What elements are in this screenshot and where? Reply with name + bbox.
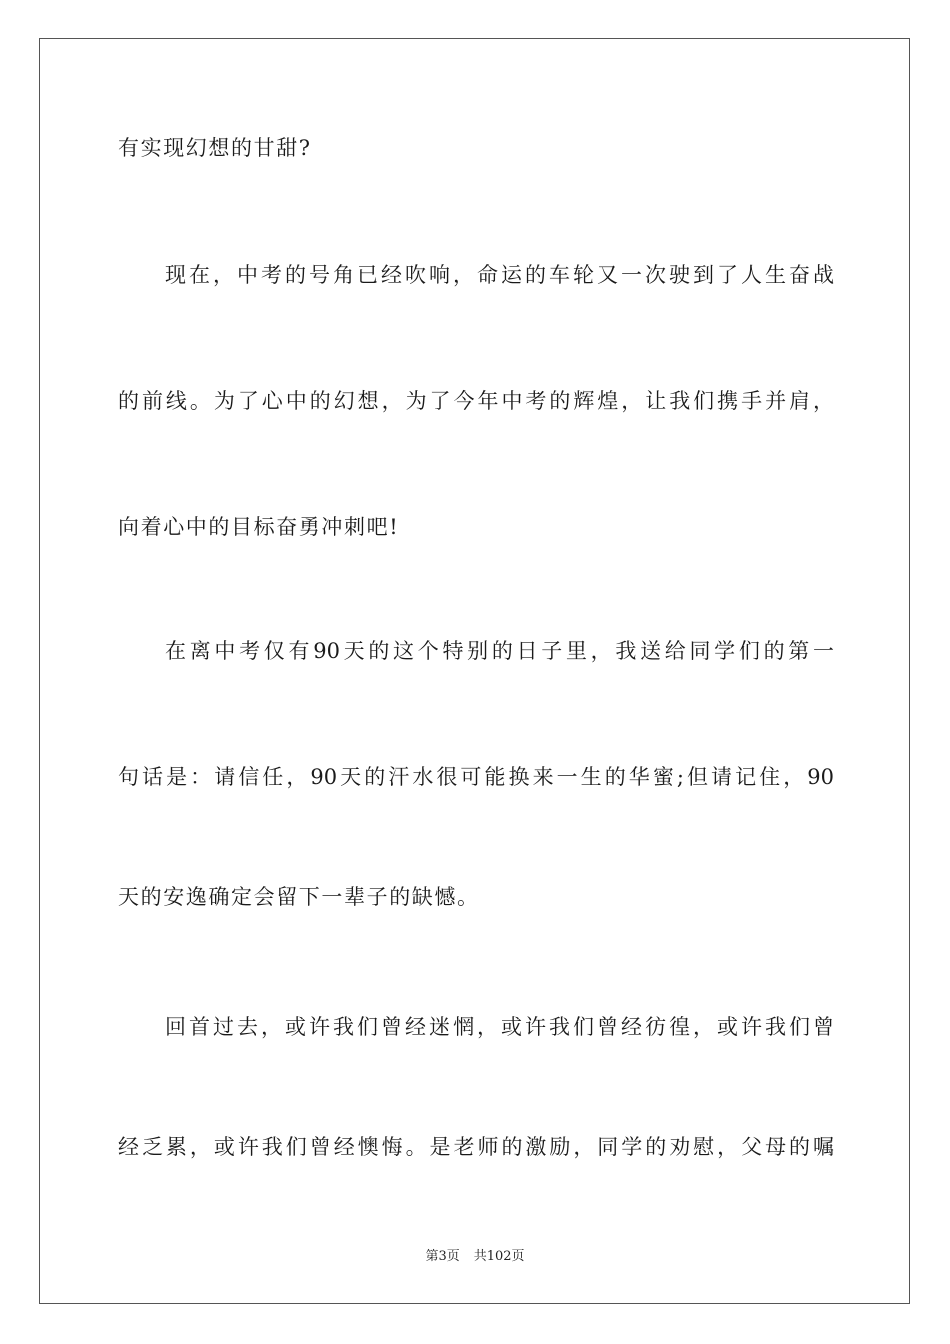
- page-footer: [0, 1248, 950, 1266]
- page-number: 第3页: [425, 1249, 460, 1264]
- text-line: 天的安逸确定会留下一辈子的缺憾。: [118, 885, 480, 909]
- text-line: 回首过去，或许我们曾经迷惘，或许我们曾经彷徨，或许我们曾: [165, 1015, 834, 1039]
- text-line: 向着心中的目标奋勇冲刺吧!: [118, 515, 400, 539]
- text-line: 的前线。为了心中的幻想，为了今年中考的辉煌，让我们携手并肩，: [118, 389, 834, 413]
- text-line: 现在，中考的号角已经吹响，命运的车轮又一次驶到了人生奋战: [165, 263, 834, 287]
- text-line: 句话是：请信任，90天的汗水很可能换来一生的华蜜;但请记住，90: [118, 765, 834, 789]
- page-frame: [39, 38, 910, 1304]
- total-pages: 共102页: [473, 1249, 525, 1264]
- text-line: 在离中考仅有90天的这个特别的日子里，我送给同学们的第一: [165, 639, 834, 663]
- text-line: 经乏累，或许我们曾经懊悔。是老师的激励，同学的劝慰，父母的嘱: [118, 1135, 834, 1159]
- text-line: 有实现幻想的甘甜?: [118, 136, 312, 160]
